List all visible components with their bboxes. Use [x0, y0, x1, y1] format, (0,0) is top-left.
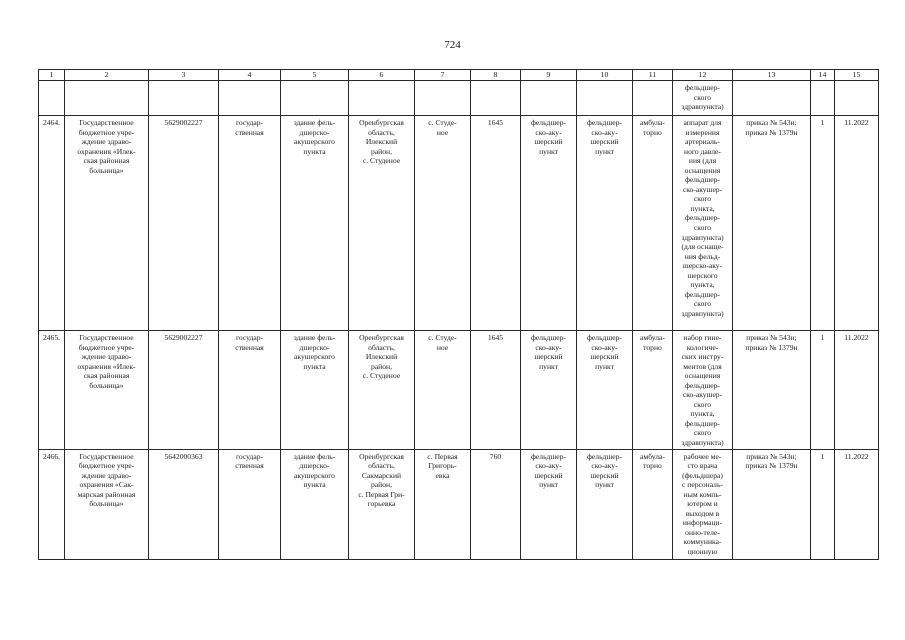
- organization-name: Государственное бюджетное учре- ждение здраво- охранения «Сак- марская районная больница»: [65, 449, 149, 559]
- inn-cell: 5629002227: [149, 116, 219, 331]
- facility-type-cell: фельдшер- ско-аку- шерский пункт: [521, 116, 577, 331]
- subdivision-cell: фельдшер- ско-аку- шерский пункт: [577, 331, 633, 450]
- settlement-cell: с. Студе- ное: [415, 116, 471, 331]
- ownership-cell: государ- ственная: [219, 449, 281, 559]
- date-cell: 11.2022: [835, 449, 879, 559]
- column-header: 10: [577, 70, 633, 81]
- equipment-cell: рабочее ме- сто врача (фельдшера) с персональ- ным компь- ютером и выходом в информаци- онно-теле- коммуника- ционную: [673, 449, 733, 559]
- address-cell: Оренбургская область, Илекский район, с. Студеное: [349, 116, 415, 331]
- population-cell: 760: [471, 449, 521, 559]
- column-header: 8: [471, 70, 521, 81]
- page-number: 724: [444, 39, 461, 51]
- column-header: 15: [835, 70, 879, 81]
- care-form-cell: амбула- торно: [633, 331, 673, 450]
- header-row: [39, 70, 879, 81]
- column-header: 4: [219, 70, 281, 81]
- inn-cell: 5629002227: [149, 331, 219, 450]
- column-header: 7: [415, 70, 471, 81]
- column-header: 13: [733, 70, 811, 81]
- population-cell: 1645: [471, 331, 521, 450]
- column-header: 14: [811, 70, 835, 81]
- inn-cell: 5642000363: [149, 449, 219, 559]
- building-cell: здание фель- дшерско- акушерского пункта: [281, 331, 349, 450]
- date-cell: 11.2022: [835, 116, 879, 331]
- equipment-cell: набор гине- кологиче- ских инстру- ментов (для оснащения фельдшер- ско-акушер- ского пункта, фельдшер- ского здравпункта): [673, 331, 733, 450]
- column-header: 12: [673, 70, 733, 81]
- ownership-cell: государ- ственная: [219, 331, 281, 450]
- quantity-cell: 1: [811, 449, 835, 559]
- address-cell: Оренбургская область, Илекский район, с. Студеное: [349, 331, 415, 450]
- table-row: [39, 116, 879, 331]
- building-cell: здание фель- дшерско- акушерского пункта: [281, 116, 349, 331]
- order-cell: приказ № 543н; приказ № 1379н: [733, 449, 811, 559]
- date-cell: 11.2022: [835, 331, 879, 450]
- building-cell: здание фель- дшерско- акушерского пункта: [281, 449, 349, 559]
- care-form-cell: амбула- торно: [633, 449, 673, 559]
- column-header: 9: [521, 70, 577, 81]
- settlement-cell: с. Студе- ное: [415, 331, 471, 450]
- column-header: 3: [149, 70, 219, 81]
- column-header: 5: [281, 70, 349, 81]
- table-row: [39, 331, 879, 450]
- row-number: 2466.: [39, 449, 65, 559]
- equipment-cell-continued: фельдшер- ского здравпункта): [673, 81, 733, 116]
- subdivision-cell: фельдшер- ско-аку- шерский пункт: [577, 449, 633, 559]
- column-header: 2: [65, 70, 149, 81]
- row-number: 2464.: [39, 116, 65, 331]
- order-cell: приказ № 543н; приказ № 1379н: [733, 116, 811, 331]
- care-form-cell: амбула- торно: [633, 116, 673, 331]
- ownership-cell: государ- ственная: [219, 116, 281, 331]
- quantity-cell: 1: [811, 116, 835, 331]
- equipment-cell: аппарат для измерения артериаль- ного давле- ния (для оснащения фельдшер- ско-акушер- ского пункта, фельдшер- ского здравпункта) (для оснаще- ния фельд- шерско-аку- шерского пункта, фельдшер- ского здравпункта): [673, 116, 733, 331]
- organization-name: Государственное бюджетное учре- ждение здраво- охранения «Илек- ская районная больница»: [65, 116, 149, 331]
- address-cell: Оренбургская область, Сакмарский район, с. Первая Гри- горьевка: [349, 449, 415, 559]
- subdivision-cell: фельдшер- ско-аку- шерский пункт: [577, 116, 633, 331]
- organization-name: Государственное бюджетное учре- ждение здраво- охранения «Илек- ская районная больница»: [65, 331, 149, 450]
- order-cell: приказ № 543н; приказ № 1379н: [733, 331, 811, 450]
- facility-type-cell: фельдшер- ско-аку- шерский пункт: [521, 449, 577, 559]
- continuation-row: [39, 81, 879, 116]
- settlement-cell: с. Первая Григорь- евка: [415, 449, 471, 559]
- column-header: 6: [349, 70, 415, 81]
- quantity-cell: 1: [811, 331, 835, 450]
- column-header: 1: [39, 70, 65, 81]
- row-number: 2465.: [39, 331, 65, 450]
- column-header: 11: [633, 70, 673, 81]
- facility-type-cell: фельдшер- ско-аку- шерский пункт: [521, 331, 577, 450]
- table-row: [39, 449, 879, 559]
- equipment-registry-table: [38, 69, 879, 560]
- population-cell: 1645: [471, 116, 521, 331]
